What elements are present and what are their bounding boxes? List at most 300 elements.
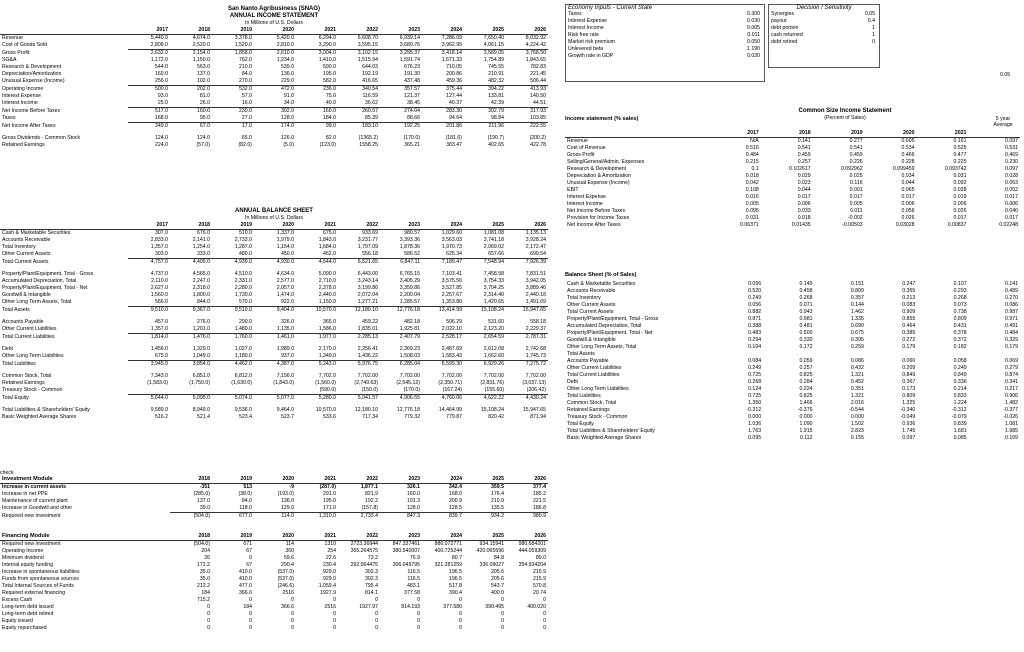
cell-value: 260.57 [338, 108, 380, 116]
table-row [0, 569, 548, 576]
cell-value: 128.0 [407, 505, 420, 511]
cell-value: 1.321 [850, 393, 864, 399]
cell-value: 200.9 [449, 498, 462, 504]
cell-value: 0.341 [1005, 379, 1018, 385]
cell-value: 0.086 [1005, 302, 1018, 308]
cell-value: 517.0 [128, 108, 170, 116]
econ-input-row[interactable] [566, 53, 762, 60]
cell-value: 26.0 [199, 100, 210, 106]
econ-input-row[interactable] [566, 39, 762, 46]
cell-value: 3,405.29 [399, 278, 420, 284]
cell-value: 168.0 [449, 491, 462, 497]
cell-value [128, 387, 170, 395]
cell-value: (1365.2) [358, 135, 378, 141]
cell-value: 4,224.42 [525, 42, 546, 48]
cell-value: 1,310.0 [296, 513, 338, 521]
cell-value: 200.86 [446, 71, 462, 77]
econ-input-row[interactable] [566, 18, 762, 25]
cell-value: 365.0 [323, 319, 336, 325]
cell-value: 0.491 [1005, 323, 1018, 329]
cell-value: (190.7) [487, 135, 504, 141]
cell-value: 0 [291, 618, 294, 624]
cell-value: 532.0 [212, 86, 254, 94]
year-header: 2019 [212, 476, 254, 484]
cell-value: 5,095.0 [170, 395, 212, 403]
table-row [565, 201, 1020, 208]
econ-input-row[interactable] [566, 11, 762, 18]
cell-value: 0.469 [1005, 152, 1018, 158]
spacer-col [128, 476, 170, 484]
row-label: Retained Earnings [567, 407, 610, 413]
cell-value: 2,733.4 [338, 513, 380, 521]
row-label: Increase in net PPE [2, 491, 48, 497]
table-row [565, 173, 1020, 180]
cell-value: 0.294 [748, 337, 762, 343]
year-header: 2024 [422, 476, 464, 484]
cell-value: 196.5 [449, 569, 462, 575]
econ-input-row[interactable] [566, 25, 762, 32]
cell-value: 400.0 [491, 590, 504, 596]
cell-value: 0.033 [797, 208, 811, 214]
row-label: Total Current Liabilities [2, 333, 55, 340]
spacer-col [128, 562, 170, 569]
decision-row[interactable] [769, 18, 877, 25]
cell-value: 0.943 [799, 309, 813, 315]
cell-value: 303.0 [155, 251, 168, 257]
cell-value: 67.0 [170, 123, 212, 131]
cell-value: 558.18 [530, 319, 546, 325]
cell-value: 6,812.0 [234, 373, 252, 379]
cell-value: 2,577.0 [276, 278, 294, 284]
cell-value: 0.388 [748, 323, 762, 329]
cell-value: 1,586.0 [318, 326, 336, 332]
table-row [0, 78, 548, 86]
decision-title: Decision / Sensitivity [796, 5, 852, 11]
common-size-income-block [565, 108, 1020, 229]
cell-value: 192.19 [362, 71, 378, 77]
table-row [0, 230, 548, 238]
cell-value: 0.284 [799, 379, 813, 385]
cell-value: 171.0 [323, 505, 336, 511]
row-label: Provision for Income Taxes [567, 215, 630, 221]
cell-value: 2,022.10 [441, 326, 462, 332]
cell-value: 93.0 [157, 93, 168, 99]
decision-value[interactable]: 1 [872, 32, 875, 38]
spacer-col [128, 555, 170, 562]
cell-value: 1,461.0 [254, 334, 296, 342]
decision-value[interactable]: 1 [872, 25, 875, 31]
cell-value: 0.017 [953, 215, 967, 221]
row-label: EBIT [567, 187, 579, 193]
cell-value: 76.9 [409, 555, 420, 561]
table-row [0, 611, 548, 618]
econ-input-value[interactable]: 0.005 [747, 25, 760, 31]
cell-value: (5.0) [283, 142, 294, 148]
cell-value: 2,787.31 [506, 334, 548, 342]
income-statement-block [0, 6, 548, 149]
decision-value[interactable]: 0.4 [867, 18, 875, 24]
cell-value: 2,833.0 [150, 237, 168, 243]
cell-value: 477.0 [239, 583, 252, 589]
spacer-col [128, 533, 170, 541]
cell-value: 215.9 [533, 576, 546, 582]
cell-value: 230.0 [212, 108, 254, 116]
cell-value: 0.351 [850, 386, 864, 392]
table-row [0, 108, 548, 116]
cell-value: 0.060 [902, 358, 916, 364]
table-row [565, 365, 1020, 372]
year-header: 2026 [506, 222, 548, 230]
table-row [565, 407, 1020, 414]
cell-value: 6,285.04 [380, 361, 422, 369]
cell-value: 129.0 [281, 505, 294, 511]
cell-value: 0.06371 [740, 222, 759, 228]
cell-value: 210.9 [491, 498, 504, 504]
cell-value: 3,199.86 [357, 285, 378, 291]
row-label: Other Current Assets [2, 251, 51, 258]
row-label: Accounts Payable [2, 319, 44, 325]
cell-value: 1,059.4 [318, 583, 336, 589]
decision-row[interactable] [769, 32, 877, 39]
cell-value: 168.0 [155, 115, 168, 121]
cell-value: 127.44 [446, 93, 462, 99]
cell-value: 0.029 [797, 173, 811, 179]
cell-value: 2,331.0 [234, 278, 252, 284]
table-row [0, 513, 548, 521]
cell-value: 3,527.85 [441, 285, 462, 291]
year-header: 2023 [380, 27, 422, 35]
row-label: Common Stock, Total [567, 400, 617, 406]
cell-value: 59.6 [283, 555, 294, 561]
cell-value: 390.495 [485, 604, 504, 610]
cell-value: 2,314.40 [483, 292, 504, 298]
cell-value: (170.0) [403, 135, 420, 141]
cell-value: 2,110.0 [151, 278, 168, 284]
cell-value: 0.1 [751, 166, 759, 172]
cell-value: 0.144 [850, 302, 864, 308]
cell-value: 3,418.14 [422, 50, 464, 58]
cell-value: 14,464.99 [438, 407, 462, 413]
cell-value: 0.095 [748, 435, 762, 441]
cell-value: 0.484 [745, 152, 759, 158]
cell-value: 1,357.0 [150, 244, 168, 250]
cell-value: 3,741.18 [483, 237, 504, 243]
cell-value: 292.064475 [350, 562, 378, 568]
row-label: Total Liabilities [2, 360, 36, 367]
cell-value: 1,515.94 [357, 57, 378, 63]
cell-value: 126.0 [281, 135, 294, 141]
cell-value: 0.971 [1005, 316, 1018, 322]
year-header: 2017 [709, 130, 761, 138]
cell-value: 676.0 [197, 230, 210, 236]
cell-value: 336.09027 [479, 562, 504, 568]
cell-value: 1,456.0 [150, 346, 168, 352]
cell-value: 0.025 [849, 173, 863, 179]
cell-value: -0.544 [849, 407, 864, 413]
cell-value: 0.182 [953, 344, 967, 350]
table-row [0, 35, 548, 43]
cell-value: (157.8) [361, 505, 378, 511]
cell-value: 5,041.57 [338, 395, 380, 403]
cell-value: 4,387.0 [254, 361, 296, 369]
cell-value: 7,702.00 [357, 373, 378, 379]
year-header: 2023 [380, 533, 422, 541]
cell-value: 6,294.0 [318, 35, 336, 41]
cell-value: 570.0 [239, 299, 252, 305]
cell-value: 0.525 [953, 145, 967, 151]
cell-value: 0.108 [745, 187, 759, 193]
economy-inputs-panel [565, 4, 765, 82]
spacer-col [128, 590, 170, 597]
cell-value: 0.336 [953, 379, 967, 385]
cell-value: 3,255.37 [380, 50, 422, 58]
cell-value: 357.57 [380, 86, 422, 94]
cell-value: 210.0 [239, 64, 252, 70]
cell-value: 2,440.18 [525, 292, 546, 298]
cell-value: 204 [201, 548, 210, 554]
cell-value: 65.0 [241, 135, 252, 141]
row-label: Property/Plant/Equipment, Total - Gross [567, 316, 659, 322]
cell-value: 0 [291, 611, 294, 617]
decision-row[interactable] [769, 25, 877, 32]
cell-value: (150.0) [361, 387, 378, 393]
cell-value: 20.74 [533, 590, 546, 596]
cell-value: 6,929.26 [464, 361, 506, 369]
cell-value: 483.1 [407, 583, 420, 589]
cell-value: 0.855 [902, 316, 916, 322]
cell-value: 1.502 [850, 421, 864, 427]
cell-value: 0.023 [797, 180, 811, 186]
cell-value: 82.0 [325, 135, 336, 141]
cell-value: 2,369.23 [399, 346, 420, 352]
econ-input-row[interactable] [566, 32, 762, 39]
cell-value: 4,061.15 [483, 42, 504, 48]
cell-value: 302.3 [365, 569, 378, 575]
cell-value: 0.871 [748, 316, 762, 322]
cell-value: 1,979.0 [276, 237, 294, 243]
cell-value: 5,420.0 [276, 35, 294, 41]
decision-row[interactable] [769, 39, 877, 46]
cell-value: 0.034 [901, 173, 915, 179]
cell-value: 4,930.0 [254, 259, 296, 267]
cell-value: 0 [375, 597, 378, 603]
cell-value: 410.0 [239, 576, 252, 582]
cell-value: (2,545.12) [396, 380, 420, 386]
year-header: 2024 [422, 533, 464, 541]
common-size-subtitle: (Percent of Sales) [824, 115, 866, 121]
cell-value: 0.044 [797, 187, 811, 193]
cell-value: 510.0 [239, 230, 252, 236]
cell-value: 354.934204 [518, 562, 546, 568]
row-label: Long-term debt retired [2, 611, 54, 617]
table-row [565, 351, 1020, 358]
cell-value: 365.264575 [350, 548, 378, 554]
cell-value: 0.097 [902, 435, 916, 441]
row-label: Taxes [2, 115, 16, 122]
cell-value: 124.0 [197, 135, 210, 141]
row-label: Treasury Stock - Common [2, 387, 63, 394]
cell-value: 2,487.69 [441, 346, 462, 352]
cell-value: 1,410.0 [318, 57, 336, 63]
cell-value: 1,754.89 [483, 57, 504, 63]
table-row [0, 373, 548, 380]
row-label: SG&A [2, 57, 17, 63]
table-row [0, 387, 548, 395]
cell-value: 4,644.0 [296, 259, 338, 267]
cell-value: 342.4 [449, 484, 462, 490]
row-label: Required new investment [2, 512, 61, 519]
year-header: 2021 [296, 476, 338, 484]
investment-module-block [0, 470, 548, 520]
cell-value: 1.466 [799, 400, 813, 406]
cell-value: 8,949.0 [192, 407, 210, 413]
cell-value: 0.839 [953, 421, 967, 427]
cell-value: 2,742.68 [525, 346, 546, 352]
table-row [0, 407, 548, 414]
cell-value: 88.66 [407, 115, 420, 121]
cell-value: 0.095 [745, 208, 759, 214]
cell-value: 0.065 [901, 187, 915, 193]
cell-value: 2516 [324, 604, 336, 610]
cell-value: 0.031 [745, 215, 759, 221]
spacer-col [128, 505, 170, 513]
cell-value: -0.026 [1003, 414, 1018, 420]
cell-value: 1.335 [850, 316, 864, 322]
header-spacer [0, 222, 128, 230]
cell-value: 35.0 [199, 576, 210, 582]
cell-value: 517.8 [449, 583, 462, 589]
cell-value: 2,632.0 [128, 50, 170, 58]
cell-value: 1.224 [953, 400, 967, 406]
cell-value: 215.9 [533, 569, 546, 575]
cell-value: 0 [417, 597, 420, 603]
cell-value: 6,939.14 [399, 35, 420, 41]
cell-value: 0.213 [902, 295, 916, 301]
cell-value: 5,976.75 [338, 361, 380, 369]
table-row [565, 379, 1020, 386]
cell-value: 22.6 [325, 555, 336, 561]
decision-value[interactable]: 0.05 [864, 11, 875, 17]
cell-value: 0 [207, 625, 210, 631]
table-row [565, 302, 1020, 309]
cell-value: 0.099459 [892, 166, 915, 172]
spacer-col [128, 513, 170, 521]
cell-value: 36.62 [365, 100, 378, 106]
cell-value: 922.0 [281, 299, 294, 305]
cell-value: 172.2 [197, 562, 210, 568]
cell-value: 762.0 [239, 57, 252, 63]
cell-value: 482.18 [404, 319, 420, 325]
row-label: Gross Dividends - Common Stock [2, 135, 81, 141]
year-header: 2025 [464, 222, 506, 230]
row-label: Interest Income [2, 100, 38, 107]
row-label: Total Assets [2, 306, 30, 313]
decision-value[interactable]: 0 [872, 39, 875, 45]
table-row [565, 316, 1020, 323]
cell-value: 2,257.67 [441, 292, 462, 298]
cell-value: 2,612.08 [483, 346, 504, 352]
econ-input-value[interactable]: 0.030 [747, 18, 760, 24]
row-label: Internal equity funding [2, 562, 54, 568]
cell-value: 0.112 [799, 435, 813, 441]
cell-value: 360 [285, 548, 294, 554]
cell-value: 1,135.13 [525, 230, 546, 236]
cell-value: 1,353.80 [441, 299, 462, 305]
cell-value: (82.0) [238, 142, 252, 148]
cell-value: 10,570.0 [315, 407, 336, 413]
cell-value: 3,290.0 [318, 42, 336, 48]
cell-value: 516.2 [155, 414, 168, 420]
cell-value: 9,510.0 [212, 307, 254, 315]
cell-value: 0.378 [953, 330, 967, 336]
econ-input-value[interactable]: 1.190 [747, 46, 760, 52]
cell-value: 1,843.0 [318, 237, 336, 243]
cell-value: (181.6) [445, 135, 462, 141]
cell-value: 9,464.0 [276, 407, 294, 413]
cell-value: 0.520 [748, 288, 762, 294]
cell-value: 0.909 [902, 309, 916, 315]
year-header-row [0, 222, 548, 230]
cell-value: 137.0 [197, 498, 210, 504]
cell-value: 625.34 [446, 251, 462, 257]
year-header: 2021 [296, 533, 338, 541]
cell-value: 3,589.05 [464, 50, 506, 58]
cell-value: 675.0 [155, 353, 168, 359]
row-label: Cash & Marketable Securities [567, 281, 636, 287]
cell-value: 1,583.43 [441, 353, 462, 359]
cell-value: 6,847.11 [380, 259, 422, 267]
cell-value: 0 [375, 611, 378, 617]
econ-input-value[interactable]: 0.011 [747, 32, 760, 38]
table-row [565, 400, 1020, 407]
cell-value: 0.017 [1005, 215, 1018, 221]
cell-value: 73.2 [367, 555, 378, 561]
cell-value: 1,150.0 [318, 299, 336, 305]
cell-value: 0 [459, 611, 462, 617]
cell-value: 176.4 [491, 491, 504, 497]
econ-input-value[interactable]: 0.030 [747, 53, 760, 59]
table-row [0, 583, 548, 590]
econ-input-value[interactable]: 0.050 [747, 39, 760, 45]
cell-value: 5,280.0 [296, 395, 338, 403]
cell-value: 16.0 [241, 100, 252, 106]
cell-value: 4,430.24 [506, 395, 548, 403]
table-row [565, 187, 1020, 194]
cell-value: 782.83 [530, 64, 546, 70]
cell-value: 0.038 [953, 187, 967, 193]
cell-value: 556.18 [362, 251, 378, 257]
cell-value: 67 [246, 548, 252, 554]
econ-input-value[interactable]: 0.300 [747, 11, 760, 17]
cell-value: 0.268 [953, 295, 967, 301]
investment-header-row [0, 476, 548, 484]
cell-value: (246.6) [277, 583, 294, 589]
cell-value: 4,757.0 [128, 259, 170, 267]
decision-row[interactable] [769, 11, 877, 18]
cell-value: 0.006 [901, 201, 915, 207]
cell-value: 4,634.0 [276, 271, 294, 277]
econ-input-label: Market risk premium [568, 39, 615, 45]
decision-label: cash returned [771, 32, 803, 38]
cell-value: 3,595.15 [357, 42, 378, 48]
row-label: Goodwill & Intangible [2, 292, 51, 298]
table-row [0, 100, 548, 108]
year-header: 2018 [170, 533, 212, 541]
cell-value: 195.0 [323, 498, 336, 504]
cell-value: 0.531 [1005, 145, 1018, 151]
econ-input-row[interactable] [566, 46, 762, 53]
cell-value: 0.000 [748, 414, 762, 420]
